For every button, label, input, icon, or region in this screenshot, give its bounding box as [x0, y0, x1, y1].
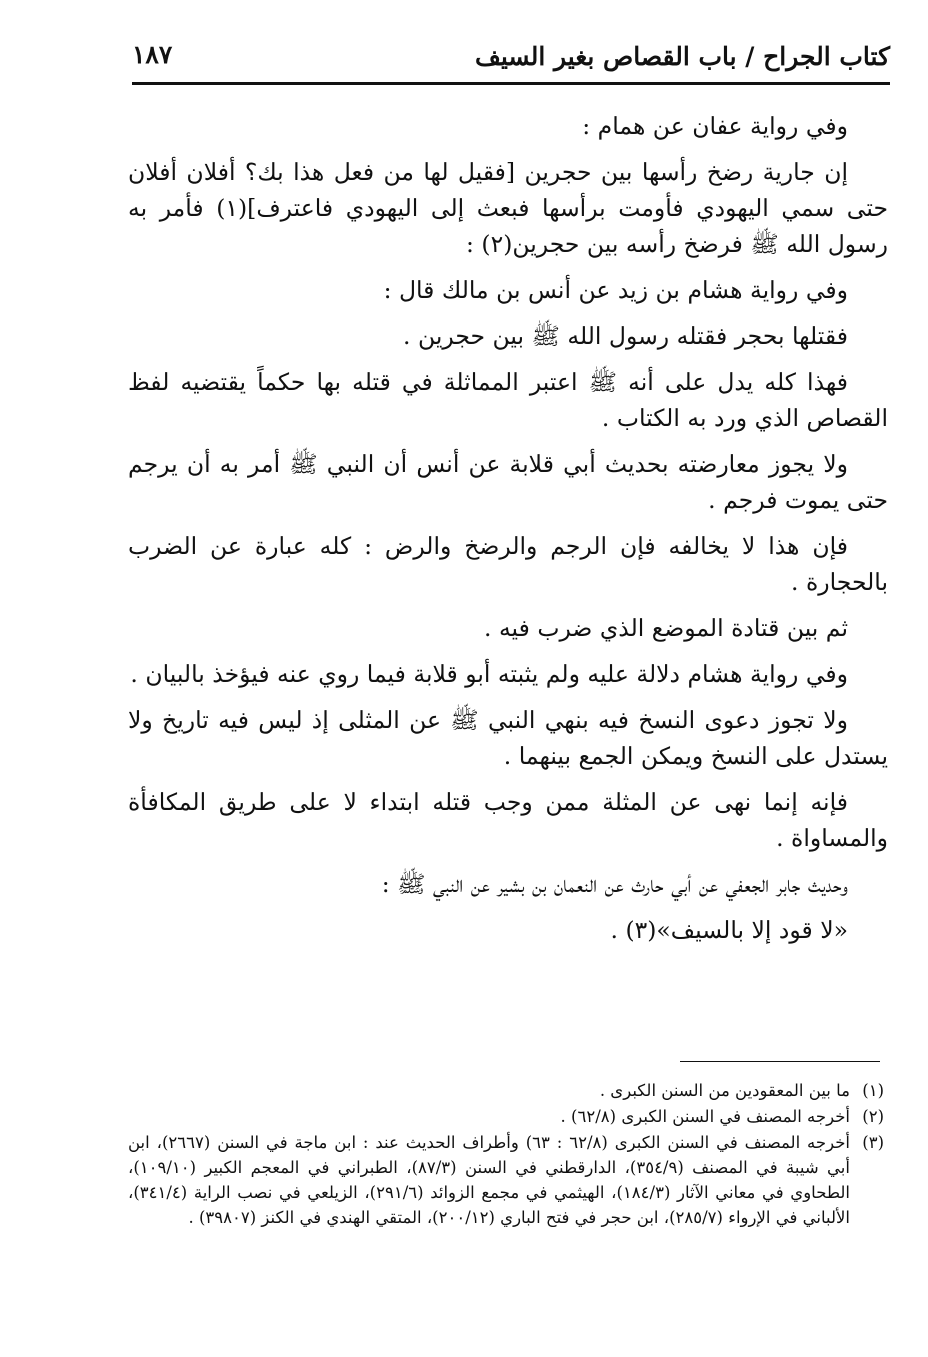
paragraph: وفي رواية هشام بن زيد عن أنس بن مالك قال :: [383, 276, 848, 304]
paragraph: ولا يجوز معارضته بحديث أبي قلابة عن أنس أن النبي ﷺ أمر به أن يرجم حتى يموت فرجم .: [128, 450, 888, 514]
footnote: [128, 1104, 884, 1129]
footnote-text: أخرجه المصنف في السنن الكبرى (٦٢/٨ : ٦٣) وأطراف الحديث عند : ابن ماجة في السنن (٢٦٦٧)، ابن أبي شيبة في المصنف (٣٥٤/٩)، الدارقطني في السنن (٨٧/٣)، الطبراني في المعجم الكبير (١٠٩/١٠)، الطحاوي في معاني الآثار (١٨٤/٣)، الهيثمي في مجمع الزوائد (٢٩١/٦)، الزيلعي في نصب الراية (٣٤١/٤)، الألباني في الإرواء (٢٨٥/٧)، ابن حجر في فتح الباري (٢٠٠/١٢)، المتقي الهندي في الكنز (٣٩٨٠٧) .: [128, 1133, 850, 1227]
footnote-separator: [680, 1061, 880, 1062]
footnote-number: (٣): [862, 1133, 884, 1152]
paragraph: ولا تجوز دعوى النسخ فيه بنهي النبي ﷺ عن المثلى إذ ليس فيه تاريخ ولا يستدل على النسخ ويمكن الجمع بينهما .: [128, 706, 888, 770]
main-text: [128, 108, 888, 958]
footnote-text: أخرجه المصنف في السنن الكبرى (٦٢/٨) .: [560, 1107, 850, 1126]
paragraph: وفي رواية هشام دلالة عليه ولم يثبته أبو قلابة فيما روي عنه فيؤخذ بالبيان .: [130, 660, 848, 688]
running-header: [132, 34, 890, 85]
paragraph: إن جارية رضخ رأسها بين حجرين [فقيل لها من فعل هذا بك؟ أفلان أفلان حتى سمي اليهودي فأومت برأسها فبعث إلى اليهودي فاعترف](١) فأمر به رسول الله ﷺ فرضخ رأسه بين حجرين(٢) :: [128, 158, 888, 258]
footnote: [128, 1130, 884, 1230]
footnotes: [128, 1078, 884, 1231]
page-number: ١٨٧: [132, 40, 173, 69]
paragraph: ثم بين قتادة الموضع الذي ضرب فيه .: [484, 614, 848, 642]
paragraph: فإن هذا لا يخالفه فإن الرجم والرضخ والرض : كله عبارة عن الضرب بالحجارة .: [128, 532, 888, 596]
paragraph: فقتلها بحجر فقتله رسول الله ﷺ بين حجرين .: [403, 322, 848, 350]
footnote-text: ما بين المعقودين من السنن الكبرى .: [599, 1081, 850, 1100]
footnote-number: (١): [862, 1081, 884, 1100]
running-title: كتاب الجراح / باب القصاص بغير السيف: [474, 42, 890, 71]
footnote: [128, 1078, 884, 1103]
footnote-number: (٢): [862, 1107, 884, 1126]
paragraph: وفي رواية عفان عن همام :: [582, 112, 848, 140]
paragraph: فإنه إنما نهى عن المثلة ممن وجب قتله ابتداء لا على طريق المكافأة والمساواة .: [128, 788, 888, 852]
paragraph: فهذا كله يدل على أنه ﷺ اعتبر المماثلة في قتله بها حكماً يقتضيه لفظ القصاص الذي ورد به الكتاب .: [128, 368, 888, 432]
paragraph: وحديث جابر الجعفي عن أبي حارث عن النعمان بن بشير عن النبي ﷺ :: [381, 870, 848, 898]
paragraph: «لا قود إلا بالسيف»(٣) .: [610, 916, 848, 944]
